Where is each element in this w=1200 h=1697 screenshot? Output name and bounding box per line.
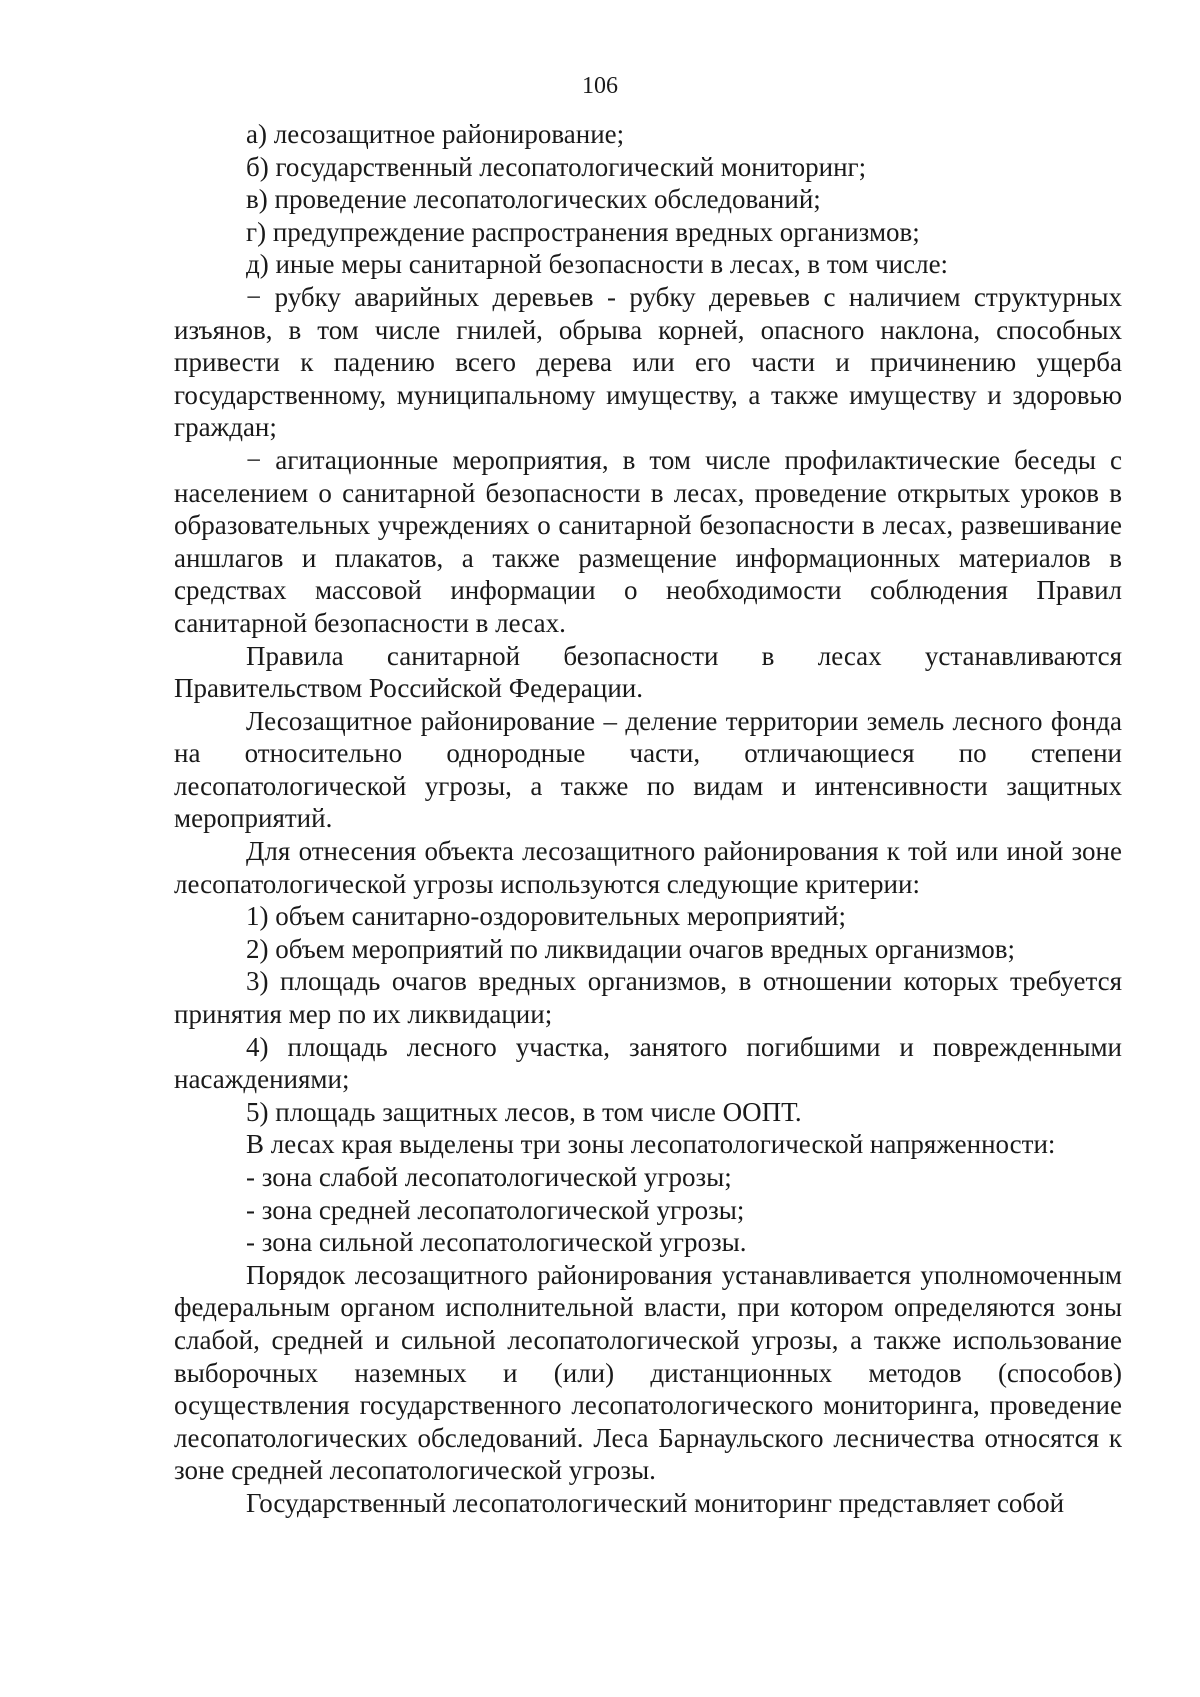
zone-weak: - зона слабой лесопатологической угрозы; [246,1162,732,1192]
paragraph-zones-intro: В лесах края выделены три зоны лесопатологической напряженности: [246,1129,1056,1160]
list-item-c: в) проведение лесопатологических обследований; [246,184,821,215]
page-number: 106 [582,73,618,99]
list-item-e: д) иные меры санитарной безопасности в лесах, в том числе: [246,249,949,280]
criterion-1: 1) объем санитарно-оздоровительных мероприятий; [246,901,846,932]
body-text [174,118,1122,1520]
list-item-b: б) государственный лесопатологический мониторинг; [246,151,867,182]
paragraph-outreach-activities: − агитационные мероприятия, в том числе профилактические беседы с населением о санитарной безопасности в лесах, проведение открытых уроков в образовательных учреждениях о санитарной безопасности в лесах, развешивание аншлагов и плакатов, а также размещение информационных материалов в средствах массовой информации о необходимости соблюдения Правил санитарной безопасности в лесах. [174,444,1122,638]
criterion-2: 2) объем мероприятий по ликвидации очагов вредных организмов; [246,933,1015,964]
criterion-3: 3) площадь очагов вредных организмов, в отношении которых требуется принятия мер по их ликвидации; [174,966,1122,1030]
list-item-a: а) лесозащитное районирование; [246,119,625,149]
list-item-d: г) предупреждение распространения вредных организмов; [246,216,920,247]
paragraph-monitoring: Государственный лесопатологический мониторинг представляет собой [246,1487,1065,1518]
criterion-5: 5) площадь защитных лесов, в том числе ООПТ. [246,1096,802,1127]
paragraph-zoning-definition: Лесозащитное районирование – деление территории земель лесного фонда на относительно однородные части, отличающиеся по степени лесопатологической угрозы, а также по видам и интенсивности защитных мероприятий. [174,705,1122,834]
criterion-4: 4) площадь лесного участка, занятого погибшими и поврежденными насаждениями; [174,1031,1122,1095]
paragraph-emergency-trees: − рубку аварийных деревьев - рубку деревьев с наличием структурных изъянов, в том числе гнилей, обрыва корней, опасного наклона, способных привести к падению всего дерева или его части и причинению ущерба государственному, муниципальному имуществу, а также имуществу и здоровью граждан; [174,281,1122,443]
zone-strong: - зона сильной лесопатологической угрозы. [246,1227,747,1258]
paragraph-criteria-intro: Для отнесения объекта лесозащитного районирования к той или иной зоне лесопатологической угрозы используются следующие критерии: [174,836,1122,899]
zone-medium: - зона средней лесопатологической угрозы; [246,1194,745,1225]
paragraph-rules-authority: Правила санитарной безопасности в лесах устанавливаются Правительством Российской Федерации. [174,640,1122,704]
paragraph-zoning-procedure: Порядок лесозащитного районирования устанавливается уполномоченным федеральным органом исполнительной власти, при котором определяются зоны слабой, средней и сильной лесопатологической угрозы, а также использование выборочных наземных и (или) дистанционных методов (способов) осуществления государственного лесопатологического мониторинга, проведение лесопатологических обследований. Леса Барнаульского лесничества относятся к зоне средней лесопатологической угрозы. [174,1259,1122,1486]
